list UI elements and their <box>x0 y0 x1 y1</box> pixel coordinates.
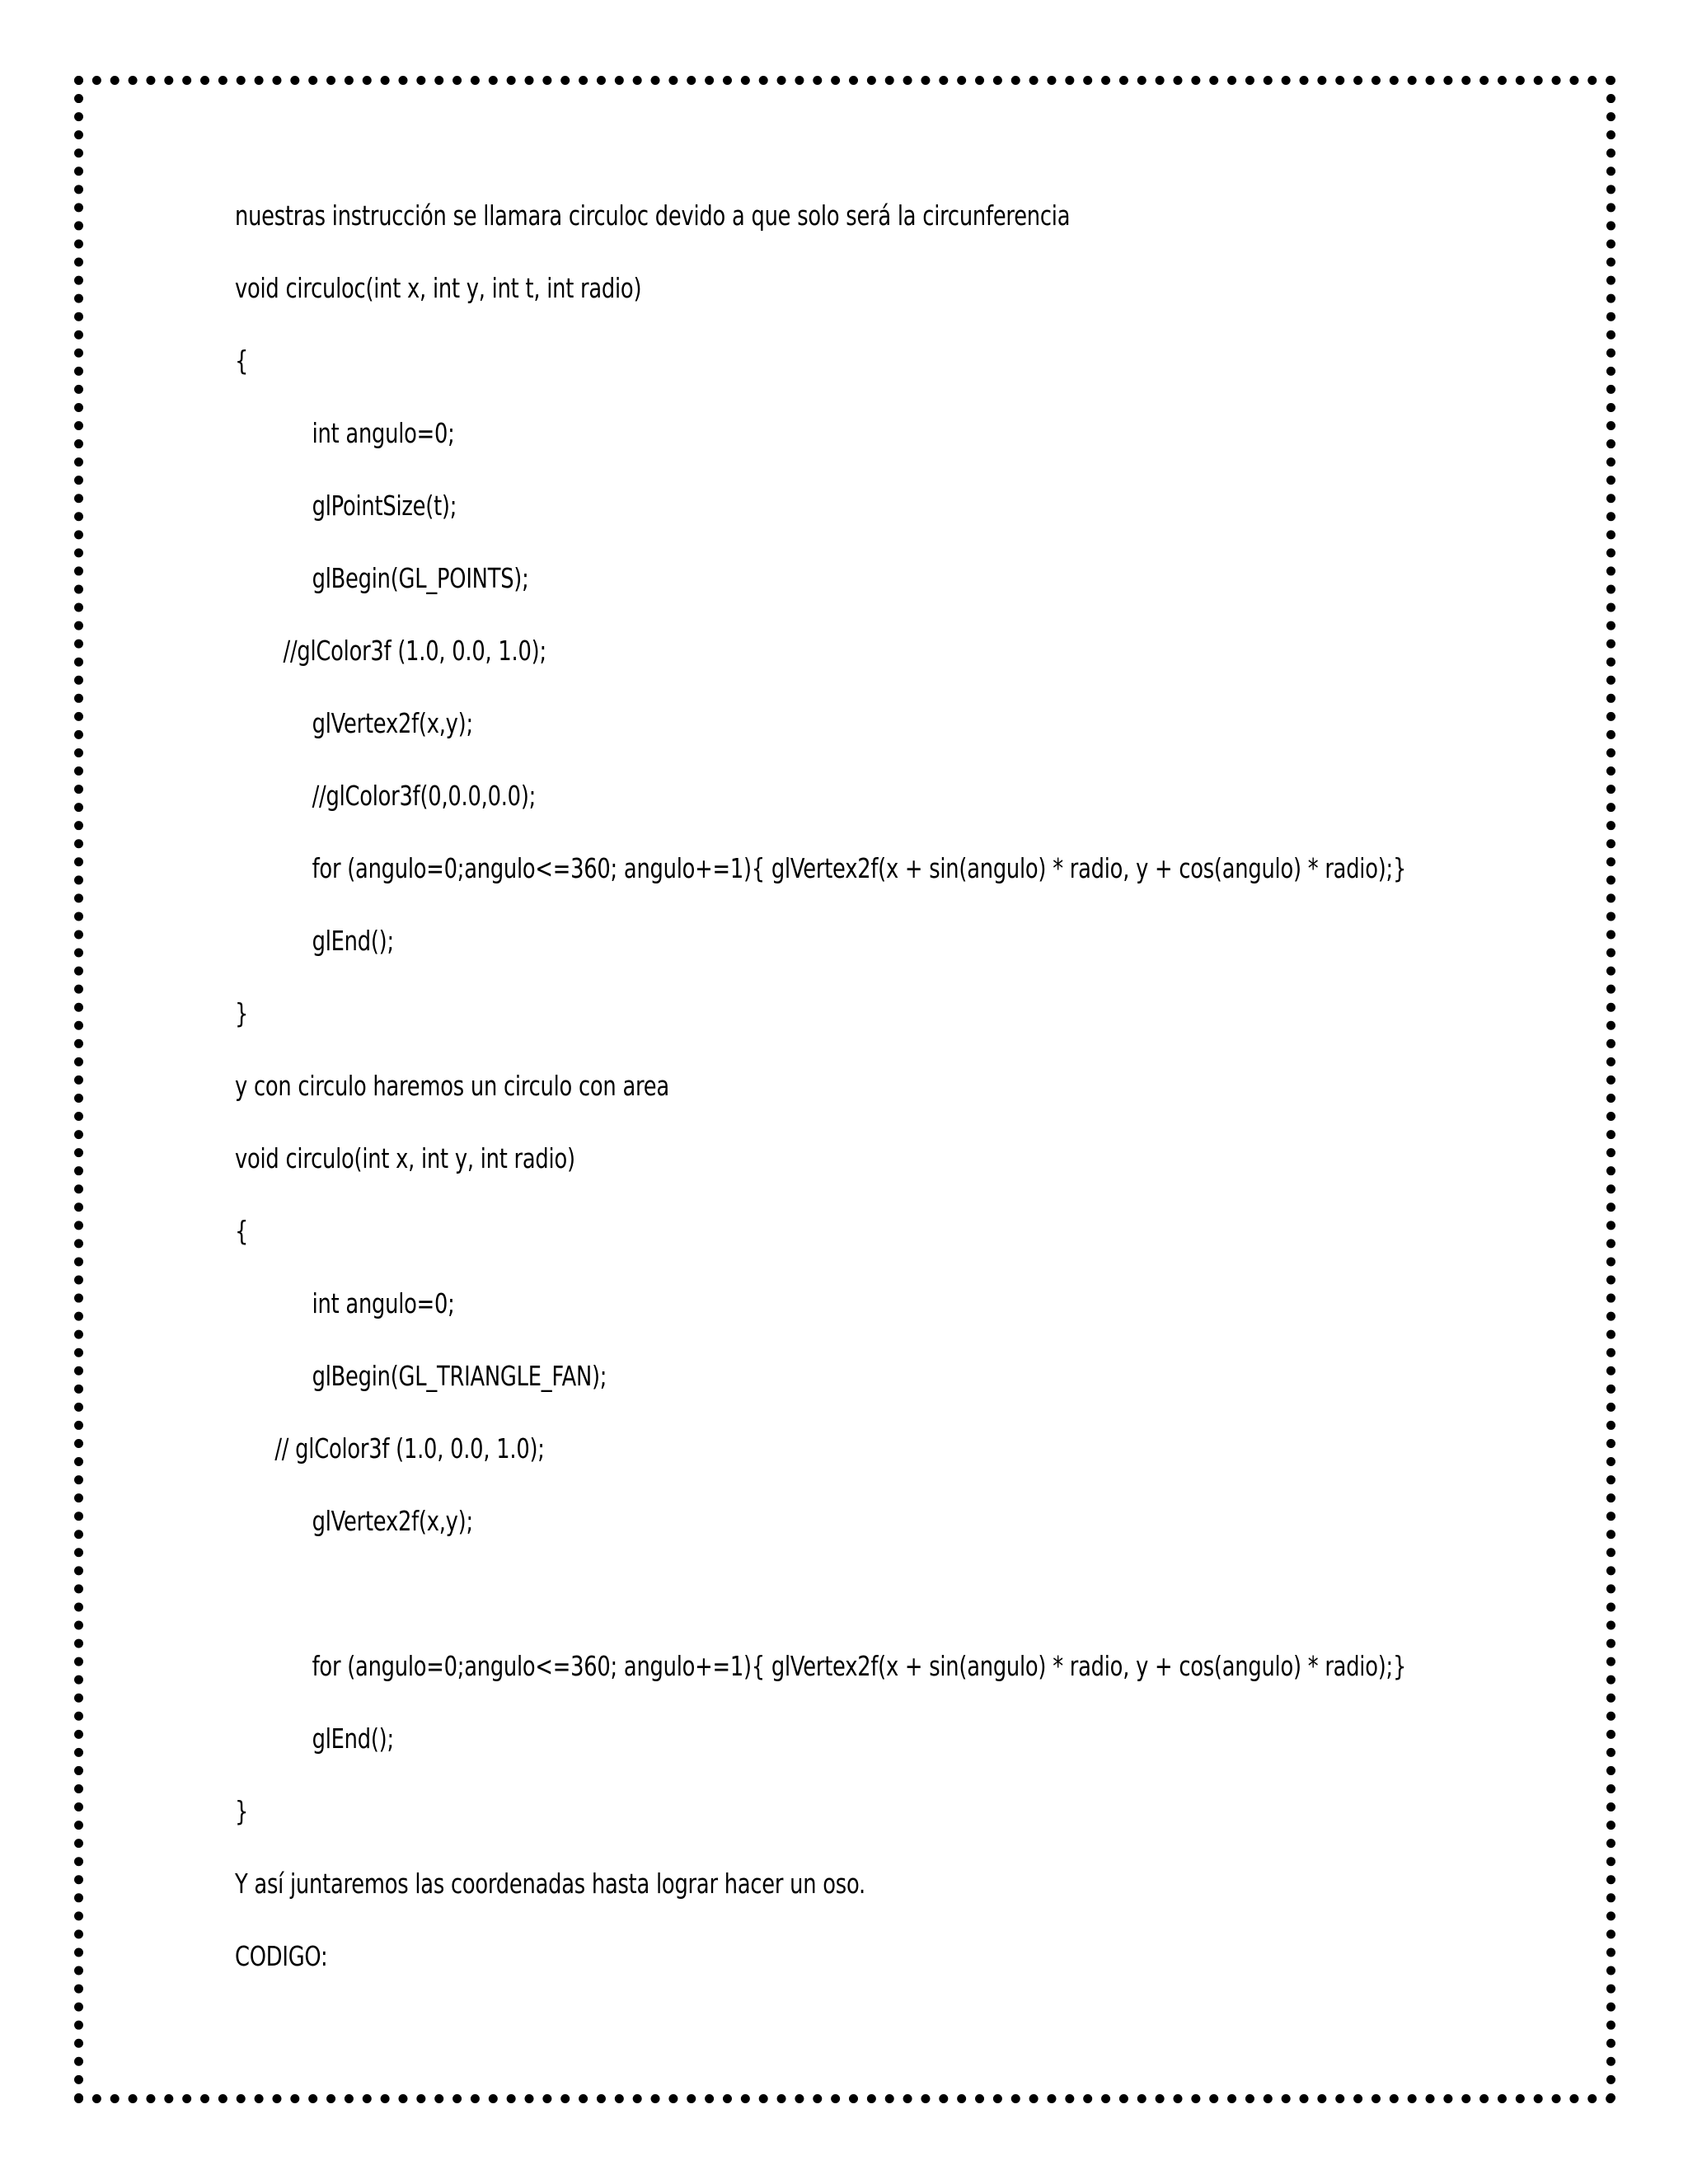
code-line: glEnd(); <box>312 925 394 957</box>
code-line: } <box>235 997 249 1029</box>
code-line: void circuloc(int x, int y, int t, int radio) <box>235 272 642 304</box>
code-line: glBegin(GL_TRIANGLE_FAN); <box>312 1360 607 1392</box>
code-line: int angulo=0; <box>312 1287 455 1319</box>
code-comment-line: // glColor3f (1.0, 0.0, 1.0); <box>274 1432 545 1465</box>
code-line: int angulo=0; <box>312 417 455 449</box>
code-line: for (angulo=0;angulo<=360; angulo+=1){ glVertex2f(x + sin(angulo) * radio, y + cos(angulo) * radio);} <box>312 1650 1407 1682</box>
code-line: for (angulo=0;angulo<=360; angulo+=1){ glVertex2f(x + sin(angulo) * radio, y + cos(angulo) * radio);} <box>312 852 1407 884</box>
code-comment-line: //glColor3f (1.0, 0.0, 1.0); <box>283 635 546 667</box>
code-line: glEnd(); <box>312 1722 394 1755</box>
code-line: void circulo(int x, int y, int radio) <box>235 1142 575 1174</box>
code-line: glVertex2f(x,y); <box>312 1505 473 1537</box>
code-comment-line: //glColor3f(0,0.0,0.0); <box>312 780 537 812</box>
intro-text-circulo: y con circulo haremos un circulo con area <box>235 1070 669 1102</box>
document-body <box>235 196 1570 2009</box>
blank-line <box>235 1574 1570 1647</box>
code-line: { <box>235 1215 249 1247</box>
code-line: glBegin(GL_POINTS); <box>312 562 529 594</box>
code-line: glVertex2f(x,y); <box>312 707 473 739</box>
codigo-heading: CODIGO: <box>235 1940 328 1972</box>
code-line: } <box>235 1795 249 1827</box>
code-line: { <box>235 344 249 377</box>
closing-text: Y así juntaremos las coordenadas hasta lograr hacer un oso. <box>235 1868 865 1900</box>
code-line: glPointSize(t); <box>312 490 457 522</box>
intro-text-circuloc: nuestras instrucción se llamara circuloc devido a que solo será la circunferencia <box>235 199 1071 232</box>
